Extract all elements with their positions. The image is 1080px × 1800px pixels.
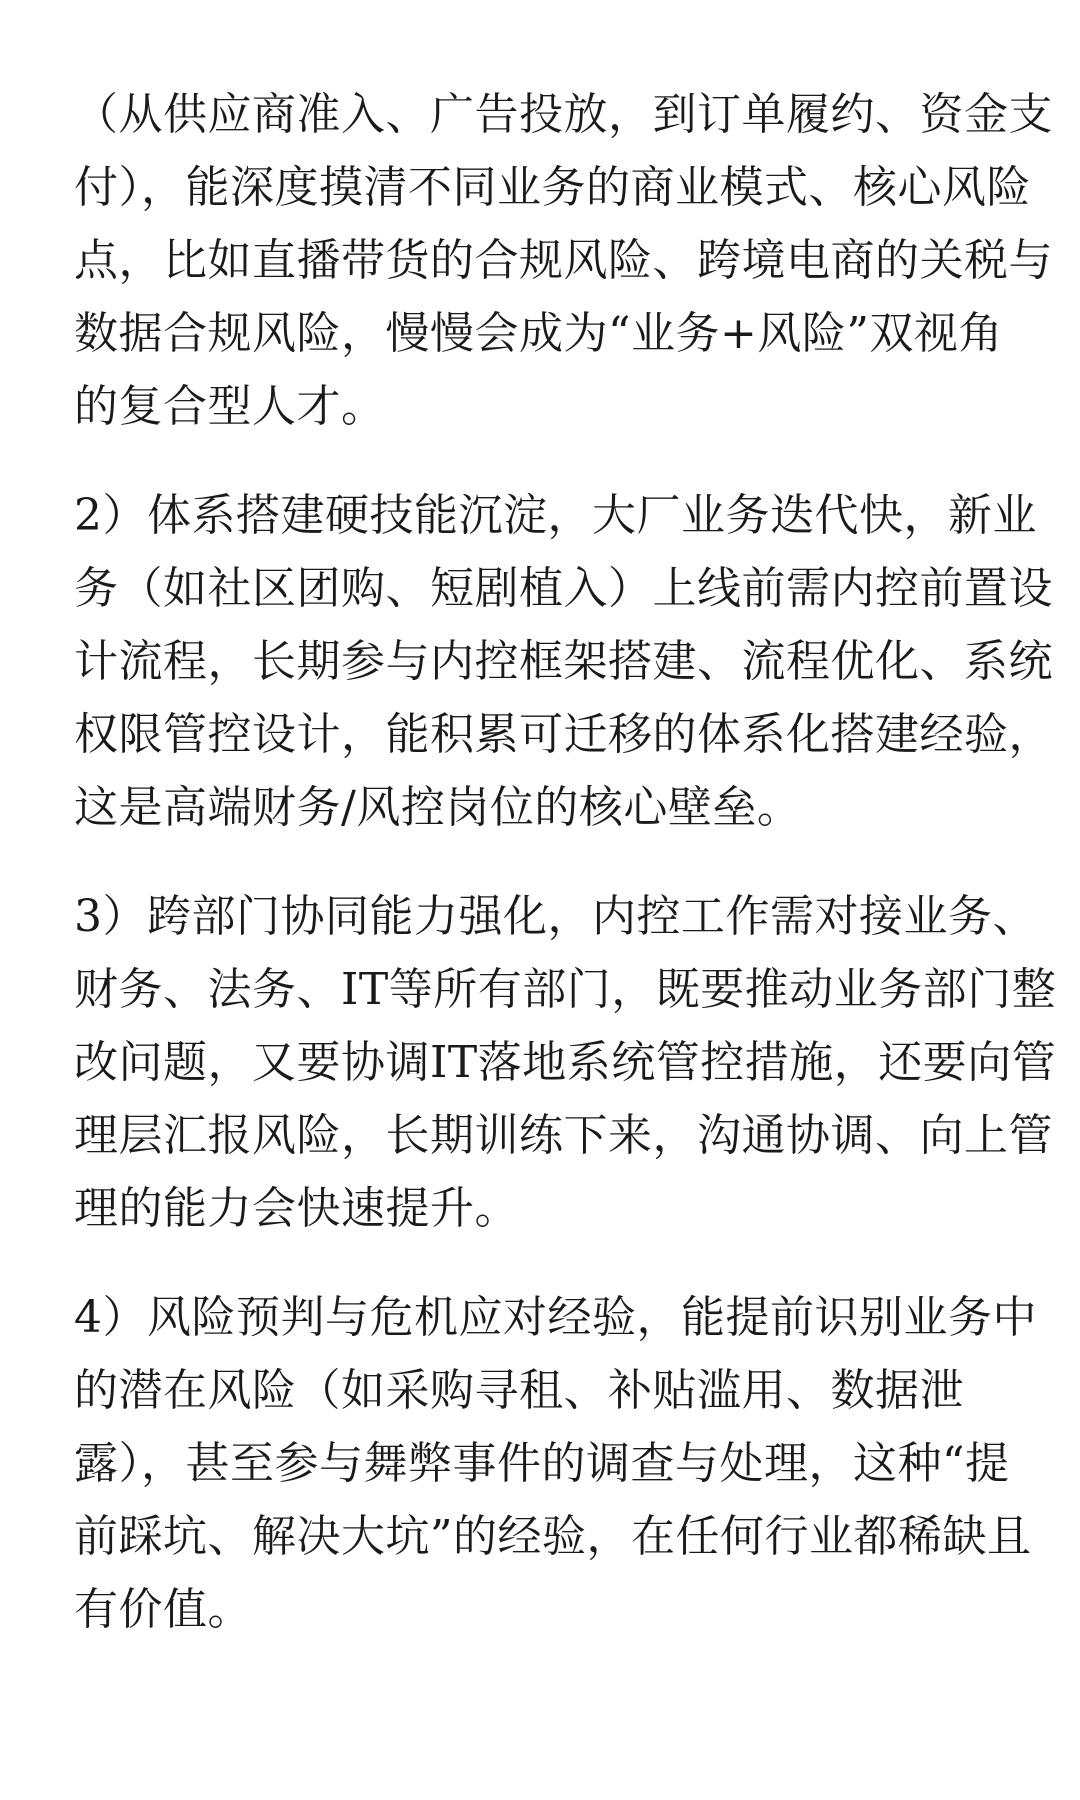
text-line: 财务、法务、IT等所有部门，既要推动业务部门整 xyxy=(74,964,1057,1015)
paragraph-3 xyxy=(74,880,1057,1245)
paragraph-2 xyxy=(74,479,1053,844)
text-line: 露），甚至参与舞弊事件的调查与处理，这种“提 xyxy=(74,1438,1010,1489)
text-line: 的复合型人才。 xyxy=(74,381,386,432)
text-line: 理层汇报风险，长期训练下来，沟通协调、向上管 xyxy=(74,1110,1053,1161)
text-line: 权限管控设计，能积累可迁移的体系化搭建经验， xyxy=(74,709,1053,760)
text-line: 改问题，又要协调IT落地系统管控措施，还要向管 xyxy=(74,1037,1057,1088)
text-line: 有价值。 xyxy=(74,1584,252,1635)
text-line: 付），能深度摸清不同业务的商业模式、核心风险 xyxy=(74,162,1031,213)
text-line: 务（如社区团购、短剧植入）上线前需内控前置设 xyxy=(74,563,1053,614)
text-line: 3）跨部门协同能力强化，内控工作需对接业务、 xyxy=(74,891,1037,942)
paragraph-4 xyxy=(74,1281,1037,1646)
text-line: 4）风险预判与危机应对经验，能提前识别业务中 xyxy=(74,1292,1037,1343)
paragraph-1 xyxy=(74,78,1053,443)
text-line: 理的能力会快速提升。 xyxy=(74,1183,519,1234)
text-line: 点，比如直播带货的合规风险、跨境电商的关税与 xyxy=(74,235,1053,286)
text-line: 2）体系搭建硬技能沉淀，大厂业务迭代快，新业 xyxy=(74,490,1037,541)
text-line: 计流程，长期参与内控框架搭建、流程优化、系统 xyxy=(74,636,1053,687)
text-line: 数据合规风险，慢慢会成为“业务+风险”双视角 xyxy=(74,308,1003,359)
text-line: （从供应商准入、广告投放，到订单履约、资金支 xyxy=(74,89,1053,140)
text-line: 这是高端财务/风控岗位的核心壁垒。 xyxy=(74,782,802,833)
article-body xyxy=(74,78,1057,1682)
text-line: 前踩坑、解决大坑”的经验，在任何行业都稀缺且 xyxy=(74,1511,1032,1562)
text-line: 的潜在风险（如采购寻租、补贴滥用、数据泄 xyxy=(74,1365,964,1416)
